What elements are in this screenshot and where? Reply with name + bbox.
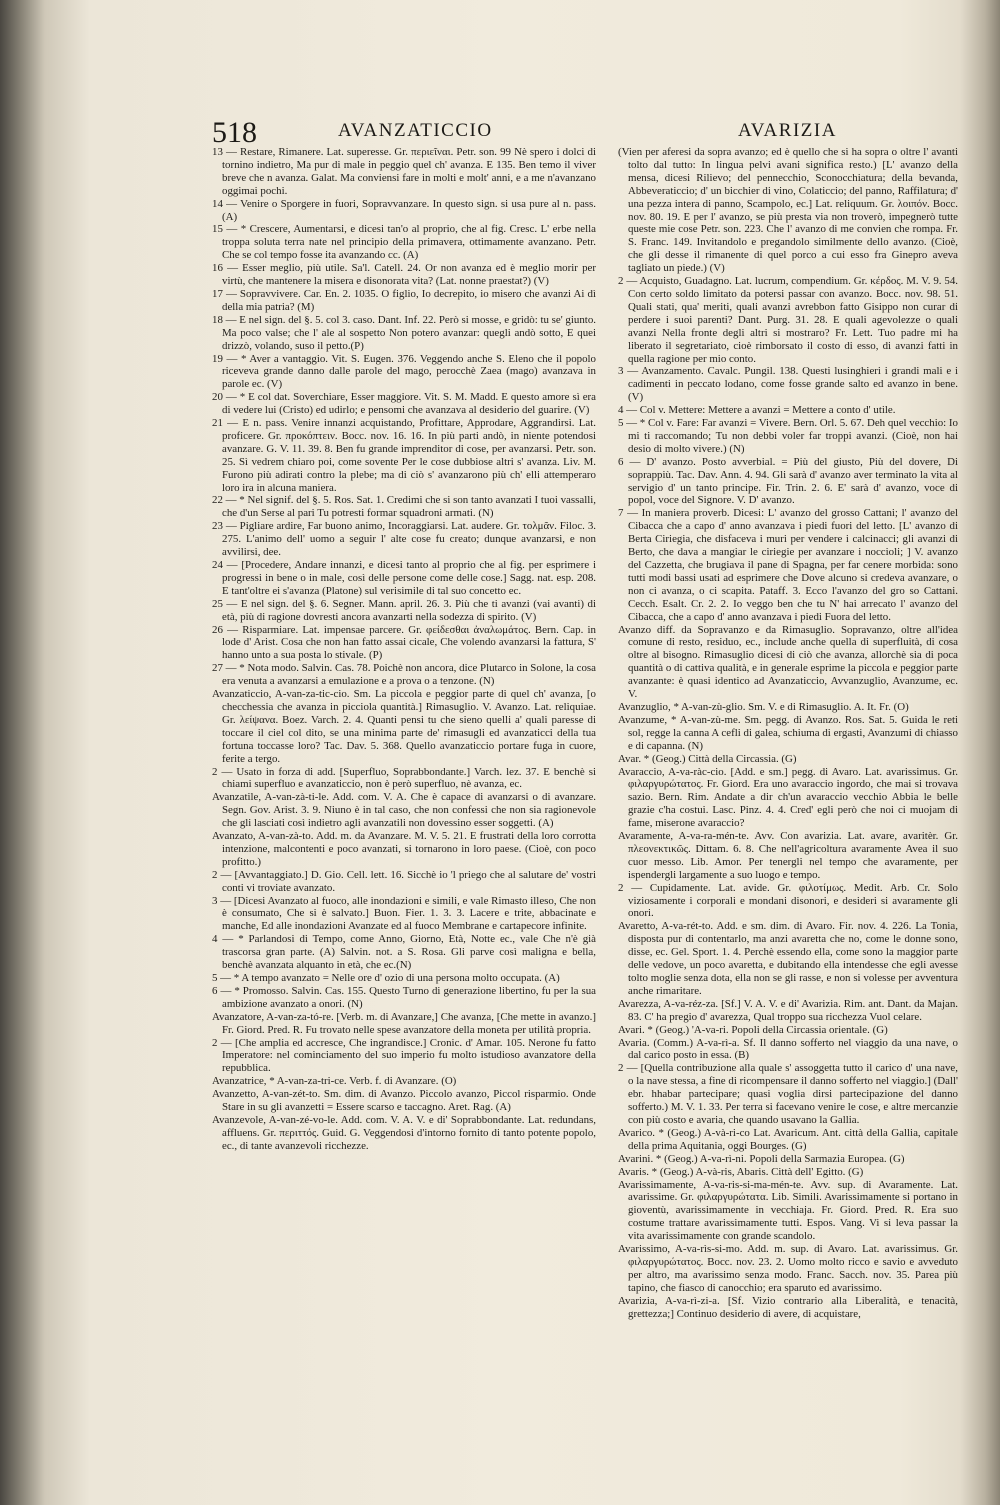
entry: 4 — Col v. Mettere: Mettere a avanzi = Mettere a conto d' utile.	[618, 404, 896, 417]
entry: 2 — [Avvantaggiato.] D. Gio. Cell. lett. 16. Sicchè io 'l priego che al salutare de' vostri conti vi troviate avanzato.	[212, 868, 596, 894]
running-head-right: AVARIZIA	[738, 120, 837, 141]
entry: Avari. * (Geog.) 'A-va-ri. Popoli della Circassia orientale. (G)	[618, 1023, 888, 1036]
entry: Avanzatore, A-van-za-tó-re. [Verb. m. di Avanzare,] Che avanza, [Che mette in avanzo.] Fr. Giord. Pred. R. Fu trovato nelle spese avanzatore della moneta per utilità propria.	[212, 1010, 596, 1036]
entry: 19 — * Aver a vantaggio. Vit. S. Eugen. 376. Veggendo anche S. Eleno che il popolo riceveva grande danno dalle parole del mago, perocchè Zaea (mago) avanzava in parole ec. (V)	[212, 352, 596, 391]
entry: 24 — [Procedere, Andare innanzi, e dicesi tanto al proprio che al fig. per esprimere i progressi in bene o in male, così delle persone come delle cose.] Sagg. nat. esp. 208. E tant'oltre ei s'avanza (Platone) sul verisimile di tal suo concetto ec.	[212, 559, 596, 597]
entry: Avaramente, A-va-ra-mén-te. Avv. Con avarizia. Lat. avare, avaritèr. Gr. πλεονεκτικῶς. Dittam. 6. 8. Che nell'agricoltura avaramente Avea il suo cuor messo. Lib. Amor. Per tenergli nel tempo che avaramente, per ispendergli largamente a suo luogo e tempo.	[618, 830, 958, 881]
entry: 2 — Usato in forza di add. [Superfluo, Soprabbondante.] Varch. lez. 37. E benchè si chiami superfluo e avanzaticcio, non è però superfluo, nè avanza, ec.	[212, 765, 596, 791]
entry: Avaris. * (Geog.) A-và-ris, Abaris. Città dell' Egitto. (G)	[618, 1165, 864, 1178]
entry: Avanzatrice, * A-van-za-tri-ce. Verb. f. di Avanzare. (O)	[212, 1075, 457, 1088]
entry: 2 — Cupidamente. Lat. avide. Gr. φιλοτίμως. Medit. Arb. Cr. Solo viziosamente i corporali e mondani disonori, e desideri si avaramente gli onori.	[618, 881, 958, 920]
entry: 3 — [Dicesi Avanzato al fuoco, alle inondazioni e simili, e vale Rimasto illeso, Che non è consumato, Che si è salvato.] Buon. Fier. 1. 3. 3. Lacere e trite, abbacinate e manche, Ed alle inondazioni Avanzate ed al fuoco Membrane e cartapecore infinite.	[212, 894, 596, 933]
entry: Avanzume, * A-van-zù-me. Sm. pegg. di Avanzo. Ros. Sat. 5. Guida le reti sol, regge la canna A cefli di galea, schiuma di ergasti, Avanzumi di chiasso e di capanna. (N)	[618, 713, 958, 752]
entry: 20 — * E col dat. Soverchiare, Esser maggiore. Vit. S. M. Madd. E questo amore sì era di vedere lui (Cristo) ed udirlo; e pensomi che avanzava al desiderio del guarire. (V)	[212, 391, 596, 417]
entry: Avarissimo, A-va-rìs-si-mo. Add. m. sup. di Avaro. Lat. avarissimus. Gr. φιλαργυρώτατος. Bocc. nov. 23. 2. Uomo molto ricco e savio e avveduto per altro, ma avarissimo senza modo. Franc. Sacch. nov. 35. Parea più tapino, che fiasco di canocchio; era sparuto ed avarissimo.	[618, 1243, 958, 1294]
entry: 16 — Esser meglio, più utile. Sa'l. Catell. 24. Or non avanza ed è meglio morir per virtù, che mantenere la misera e disonorata vita? (Lat. nonne praestat?) (V)	[212, 262, 596, 288]
entry: Avanzaticcio, A-van-za-tic-cio. Sm. La piccola e peggior parte di quel ch' avanza, [o checchessia che avanza in picciola quantità.] Rimasuglio. V. Avanzo. Lat. reliquiae. Gr. λείψανα. Boez. Varch. 2. 4. Quanti pensi tu che sieno quelli a' quali paresse di toccare il ciel col dito, se una minima parte de' rimasugli ed avanzaticci della tua fortuna toccasse loro? Tac. Dav. 5. 368. Quello avanzaticcio portare fuga in cuore, ferite a tergo.	[212, 688, 596, 765]
entry: Avaretto, A-va-rét-to. Add. e sm. dim. di Avaro. Fir. nov. 4. 226. La Tonia, disposta pur di contentarlo, ma anzi avaretta che no, come le donne sono, disse, ec. Gel. Sport. 1. 4. Perchè essendo ella, come sono la maggior parte delle vedove, un poco avaretta, e dubitando ella intendesse che egli avesse tolto moglie senza dota, ella non se gli rasse, e non si volesse per avventura anche rimaritare.	[618, 920, 958, 997]
entry: 14 — Venire o Sporgere in fuori, Sopravvanzare. In questo sign. si usa pure al n. pass. (A)	[212, 197, 596, 223]
entry: (Vien per aferesi da sopra avanzo; ed è quello che si ha sopra o oltre l' avanti tolto dal tutto: In lingua pelvi avani significa resto.) [L' avanzo della mensa, dicesi Rilievo; del pennecchio, Sconocchiatura; della bevanda, Abbeveraticcio; d' un bicchier di vino, Colaticcio; del panno, Raffilatura; d' una pezza intera di panno, Scampolo, ec.] Lat. reliquum. Gr. λοιπόν. Bocc. nov. 80. 19. E per l' avanzo, se più presta via non troverò, impegnerò tutte queste mie cose Petr. son. 223. Che l' avanzo di me convien che rompa. Fr. S. Franc. 149. Invitandolo e pregandolo similmente dello avanzo. (Cioè, che gli desse il rimanente di quel porco a cui esso fra Ginepro aveva tagliato un piede.) (V)	[618, 146, 958, 275]
entry: Avanzo diff. da Sopravanzo e da Rimasuglio. Sopravanzo, oltre all'idea comune di resto, residuo, ec., include anche quella di superfluità, di cosa oltre al bisogno. Rimasuglio dicesi di ciò che avanza, allorchè sia di poca quantità o di cattiva qualità, e in generale esprime la piccola e peggior parte avanzante: è quasi identico ad Avanzaticcio, Avvanzuglio, Avanzume, ec. V.	[618, 623, 958, 701]
entry: 2 — Acquisto, Guadagno. Lat. lucrum, compendium. Gr. κέρδος. M. V. 9. 54. Con certo soldo limitato da potersi passar con avanzo. Bocc. nov. 98. 51. Quali stati, qua' meriti, quali avanzi avrebbon fatto Gisippo non curar di perdere i suoi parenti? Dant. Purg. 31. 28. E quali agevolezze o quali avanzi Nella fronte degli altri si mostraro? Fr. Lett. Tuo padre mi ha liberato il segretariato, cioè rimborsato il costo di esso, di avanzi fatti in quella ragione per mio conto.	[618, 275, 958, 365]
entry: 26 — Risparmiare. Lat. impensae parcere. Gr. φείδεσθαι ἀναλωμάτος. Bern. Cap. in lode d' Arist. Cosa che non han fatto assai cicale, Che volendo avanzarsi la fattura, S' hanno unto a sua posta lo stivale. (P)	[212, 623, 596, 662]
entry: 18 — E nel sign. del §. 5. col 3. caso. Dant. Inf. 22. Però si mosse, e gridò: tu se' giunto. Ma poco valse; che l' ale al sospetto Non potero avanzar: quegli andò sotto, E quei drizzò, volando, suso il petto.(P)	[212, 313, 596, 352]
entry: Avarizia, A-va-rì-zi-a. [Sf. Vizio contrario alla Liberalità, e tenacità, grettezza;] Continuo desiderio di avere, di acquistare,	[618, 1294, 958, 1320]
entry: 27 — * Nota modo. Salvin. Cas. 78. Poichè non ancora, dice Plutarco in Solone, la cosa era venuta a avanzarsi a emulazione e a prova o a tenzone. (N)	[212, 662, 596, 688]
entry: 22 — * Nel signif. del §. 5. Ros. Sat. 1. Credimi che si son tanto avanzati I tuoi vassalli, che d'un Serse al pari Tu potresti formar squadroni armati. (N)	[212, 494, 596, 520]
entry: Avanzevole, A-van-zé-vo-le. Add. com. V. A. V. e di' Soprabbondante. Lat. redundans, affluens. Gr. περιττός. Guid. G. Veggendosi d'intorno fornito di tanto potente popolo, ec., di tante avanzevoli ricchezze.	[212, 1113, 596, 1152]
entry: Avarini. * (Geog.) A-va-rì-ni. Popoli della Sarmazia Europea. (G)	[618, 1152, 905, 1165]
right-column	[618, 146, 958, 1471]
entry: 25 — E nel sign. del §. 6. Segner. Mann. april. 26. 3. Più che ti avanzi (vai avanti) di età, più di ragione dovresti ancora avanzarti nella sodezza di spirito. (V)	[212, 597, 596, 623]
entry: Avanzato, A-van-zà-to. Add. m. da Avanzare. M. V. 5. 21. E frustrati della loro corrotta intenzione, malcontenti e poco avanzati, si tornarono in loro paese. (Cioè, con poco profitto.)	[212, 830, 596, 868]
entry: Avaria. (Comm.) A-va-rì-a. Sf. Il danno sofferto nel viaggio da una nave, o dal carico posto in essa. (B)	[618, 1036, 958, 1062]
entry: 15 — * Crescere, Aumentarsi, e dicesi tan'o al proprio, che al fig. Cresc. L' erbe nella troppa soluta terra nate nel principio della primavera, ottimamente avanzano. Petr. Che se col tempo fosse ita avanzando cc. (A)	[212, 223, 596, 262]
entry: Avarico. * (Geog.) A-và-ri-co Lat. Avaricum. Ant. città della Gallia, capitale della prima Aquitania, oggi Bourges. (G)	[618, 1126, 958, 1152]
entry: 6 — * Promosso. Salvin. Cas. 155. Questo Turno di generazione libertino, fu per la sua ambizione avanzato a onori. (N)	[212, 984, 596, 1010]
left-column	[212, 146, 596, 1471]
entry: Avanzatile, A-van-zà-ti-le. Add. com. V. A. Che è capace di avanzarsi o di avanzare. Segn. Gov. Arist. 3. 9. Niuno è in tal caso, che non confessi che non sia ragionevole che gli lasciati così indietro agli avanzatili non dovessino esser soggetti. (A)	[212, 791, 596, 830]
entry: Avanzetto, A-van-zét-to. Sm. dim. di Avanzo. Piccolo avanzo, Piccol risparmio. Onde Stare in su gli avanzetti = Essere scarso e taccagno. Aret. Rag. (A)	[212, 1088, 596, 1114]
entry: Avaraccio, A-va-ràc-cio. [Add. e sm.] pegg. di Avaro. Lat. avarissimus. Gr. φιλαργυρώτατος. Fr. Giord. Era uno avaraccio ingordo, che mai si trovava sazio. Bern. Rim. Andate a dir ch'un avaraccio vecchio Abbia le belle grazie c'ha costui. Lasc. Pinz. 4. 4. Cred' egli però che noi ci muojam di fame, miserone avaraccio?	[618, 765, 958, 830]
entry: 23 — Pigliare ardire, Far buono animo, Incoraggiarsi. Lat. audere. Gr. τολμᾶν. Filoc. 3. 275. L'animo dell' uomo a seguir l' alte cose fu creato; dunque avanzarsi, e non avvilirsi, dee.	[212, 520, 596, 559]
entry: Avarissimamente, A-va-ris-si-ma-mén-te. Avv. sup. di Avaramente. Lat. avarissime. Gr. φιλαργυρώτατα. Lib. Simili. Avarissimamente si portano in gioventù, avarissimamente in vecchiaja. Fr. Giord. Pred. R. Era suo costume trattare avarissimamente tutti. Espos. Vang. Vi si leva passar la vita avarissimamente con grande scandolo.	[618, 1178, 958, 1243]
entry: 21 — E n. pass. Venire innanzi acquistando, Profittare, Approdare, Aggrandirsi. Lat. proficere. Gr. προκόπτειν. Bocc. nov. 16. 16. In più parti andò, in niente potendosi avanzare. G. V. 11. 39. 8. Ben fu grande imprenditor di cose, per avanzarsi. Petr. son. 25. Sì vedrem chiaro poi, come sovente Per le cose dubbiose altri s' avanza. Liv. M. Furono più adirati contro la plebe; ma di ciò s' avanzarono più ch' elli attemperaro loro ira in alcuna maniera.	[212, 417, 596, 494]
entry: Avanzuglio, * A-van-zù-glio. Sm. V. e di Rimasuglio. A. It. Fr. (O)	[618, 700, 909, 713]
entry: 5 — * A tempo avanzato = Nelle ore d' ozio di una persona molto occupata. (A)	[212, 972, 560, 984]
page-number: 518	[212, 116, 257, 149]
entry: 2 — [Che amplia ed accresce, Che ingrandisce.] Cronic. d' Amar. 105. Nerone fu fatto Imperatore: nel cominciamento del suo imperio fu molto istudioso avanzatore della repubblica.	[212, 1036, 596, 1075]
entry: 3 — Avanzamento. Cavalc. Pungil. 138. Questi lusinghieri i grandi mali e i cadimenti in peccato lodano, come fosse grande salto ed avanzo in bene. (V)	[618, 365, 958, 404]
running-head-left: AVANZATICCIO	[338, 120, 493, 141]
entry: 13 — Restare, Rimanere. Lat. superesse. Gr. περιεῖναι. Petr. son. 99 Nè spero i dolci di tornino indietro, Ma pur di male in peggio quel ch' avanza. E 135. Ben temo il viver breve che n avanza. Galat. Ma conviensi fare in molti e molt' anni, e a me n'avanzano oggimai pochi.	[212, 146, 596, 197]
entry: 2 — [Quella contribuzione alla quale s' assoggetta tutto il carico d' una nave, o la nave stessa, a fine di ricompensare il danno sofferto nel viaggio.] (Dall' ebr. hhabar partecipare; quasi voglia dirsi partecipazione del danno sofferto.) M. V. 1. 33. Per terra si facevano venire le cose, e altre mercanzie con più costo e avaria, che quando usavano la Gallia.	[618, 1062, 958, 1126]
entry: 5 — * Col v. Fare: Far avanzi = Vivere. Bern. Orl. 5. 67. Deh quel vecchio: Io mi ti raccomando; Tu non debbi voler far troppi avanzi. (Cioè, non hai desio di molto vivere.) (N)	[618, 417, 958, 455]
entry: 7 — In maniera proverb. Dicesi: L' avanzo del grosso Cattani; l' avanzo del Cibacca che a capo d' anno avanzava i piedi fuori del letto. [L' avanzo di Berta Ciriegia, che disfaceva i muri per vendere i calcinacci; gli avanzi di Berto, che dava a mangiar le ciriegie per avanzare i noccioli; ] V. avanzo del Cazzetta, che brugiava il pane di Spagna, per far cenere morbida: sono tutti modi bassi usati ad esprimere che Dove alcuno si credeva avanzare, o non ci avanza, o ci scapita. Pataff. 3. Ecco l'avanzo del gro so Cattani. Cecch. Esalt. Cr. 2. 2. Io veggo ben che tu N' hai arrecato l' avanzo del Cibacca, che a capo d' anno avanzava i piedi Fuora del letto.	[618, 507, 958, 623]
entry: 4 — * Parlandosi di Tempo, come Anno, Giorno, Età, Notte ec., vale Che n'è già trascorsa gran parte. (A) Salvin. not. a S. Rosa. Gli parve così maligna e bella, benchè avanzata alquanto in età, che ec.(N)	[212, 933, 596, 972]
entry: Avarezza, A-va-réz-za. [Sf.] V. A. V. e di' Avarizia. Rim. ant. Dant. da Majan. 83. C' ha pregio d' avarezza, Qual troppo sua ricchezza Vuol celare.	[618, 997, 958, 1023]
entry: 17 — Sopravvivere. Car. En. 2. 1035. O figlio, Io decrepito, io misero che avanzi Ai dì della mia patria? (M)	[212, 287, 596, 313]
entry: 6 — D' avanzo. Posto avverbial. = Più del giusto, Più del dovere, Di soprappiù. Tac. Dav. Ann. 4. 94. Gli sarà d' avanzo aver terminato la vita al servigio d' un tanto principe. Fir. Trin. 2. 6. E' sarà d' avanzo, voce di popol, voce del Signore. V. D' avanzo.	[618, 455, 958, 507]
entry: Avar. * (Geog.) Città della Circassia. (G)	[618, 752, 797, 765]
